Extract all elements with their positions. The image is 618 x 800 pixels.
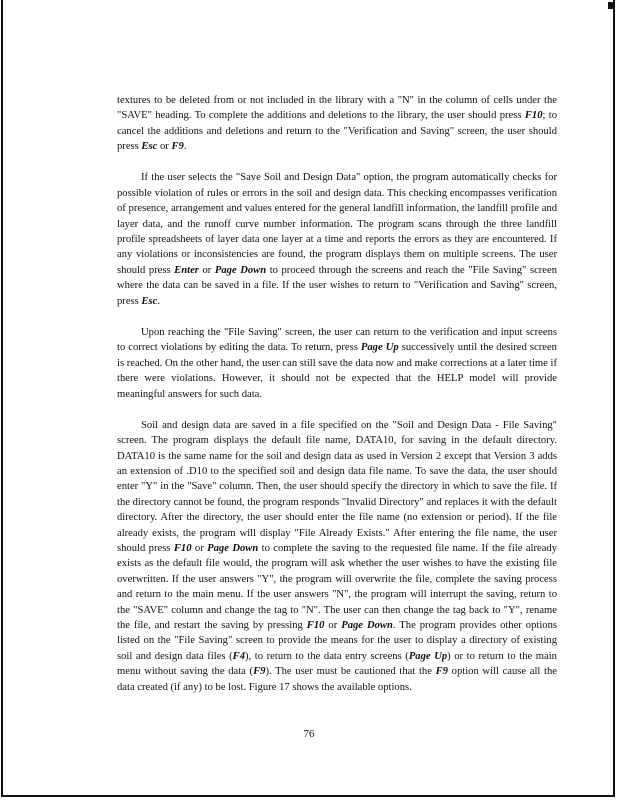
key-name: Esc [141,295,158,307]
key-name: F9 [435,666,448,678]
key-name: Page Up [408,650,448,662]
paragraph-4 [117,418,557,695]
text-run: ; to cancel the additions and deletions and return to the "Verification and Saving" screen, the user should press [117,110,557,153]
paragraph-3 [117,325,557,402]
text-run: ). The user must be cautioned that the [265,666,436,678]
key-name: Enter [174,264,199,276]
text-run: Upon reaching the "File Saving" screen, the user can return to the verification and input screens to correct violations by editing the data. To return, press [117,326,557,354]
text-run: or [198,264,215,276]
corner-mark [608,2,614,9]
key-name: Page Up [360,342,399,354]
text-run: ), to return to the data entry screens ( [245,650,409,662]
key-name: Esc [141,141,158,153]
key-name: F10 [524,110,543,122]
text-run: or [324,619,342,631]
key-name: F10 [173,542,192,554]
text-run: . [157,295,160,307]
text-run: . [183,141,187,153]
text-run: to proceed through the screens and reach the "File Saving" screen where the data can be saved in a file. If the user wishes to return to "Verification and Saving" screen, press [117,264,558,307]
key-name: F10 [306,619,325,631]
page-number: 76 [303,728,315,740]
paragraph-1 [117,93,557,155]
paragraph-2 [117,170,557,309]
text-run: If the user selects the "Save Soil and Design Data" option, the program automatically checks for possible violation of rules or errors in the soil and design data. This checking encompasses verification of presence, arrangement and values entered for the general landfill information, the landfill profile and layer data, and the runoff curve number information. The program scans through the three landfill profile spreadsheets of layer data one layer at a time and reports the errors as they are encountered. If any violations or inconsistencies are found, the program displays them on multiple screens. The user should press [117,172,557,276]
text-run: ) or to return to the main menu without saving the data ( [117,650,557,678]
text-run: or [157,141,172,153]
text-run: . The program provides other options listed on the "File Saving" screen to provide the means for the user to display a directory of existing soil and design data files ( [117,619,558,662]
key-name: F9 [171,141,184,153]
key-name: F4 [232,650,246,662]
text-run: or [191,542,208,554]
text-run: textures to be deleted from or not included in the library with a "N" in the column of cells under the "SAVE" heading. To complete the additions and deletions to the library, the user should press [117,95,557,122]
document-body [117,93,557,711]
key-name: Page Down [214,264,267,276]
text-run: option will cause all the data created (if any) to be lost. Figure 17 shows the available options. [117,666,557,693]
text-run: Soil and design data are saved in a file specified on the "Soil and Design Data - File Saving" screen. The program displays the default file name, DATA10, for saving in the default directory. DATA10 is the same name for the soil and design data as used in Version 2 except that Version 3 adds an extension of .D10 to the specified soil and design data file name. To save the data, the user should enter "Y" in the "Save" column. Then, the user should specify the directory in which to save the file. If the directory cannot be found, the program responds "Invalid Directory" and replaces it with the default directory. After the directory, the user should enter the file name (no extension or period). If the file already exists, the program will display "File Already Exists." After entering the file name, the user should press [117,419,557,554]
text-run: to complete the saving to the requested file name. If the file already exists as the default file would, the program will ask whether the user wishes to have the existing file overwritten. If the user answers "Y", the program will overwrite the file, complete the saving process and return to the main menu. If the user answers "N", the program will interrupt the saving, return to the "SAVE" column and change the tag to "N". The user can then change the tag back to "Y", rename the file, and restart the saving by pressing [117,542,557,631]
key-name: F9 [253,666,266,678]
text-run: successively until the desired screen is reached. On the other hand, the user can still save the data now and make corrections at a later time if there were violations. However, it should not be expected that the HELP model will provide meaningful answers for such data. [117,342,557,400]
key-name: Page Down [341,619,393,631]
key-name: Page Down [207,542,259,554]
